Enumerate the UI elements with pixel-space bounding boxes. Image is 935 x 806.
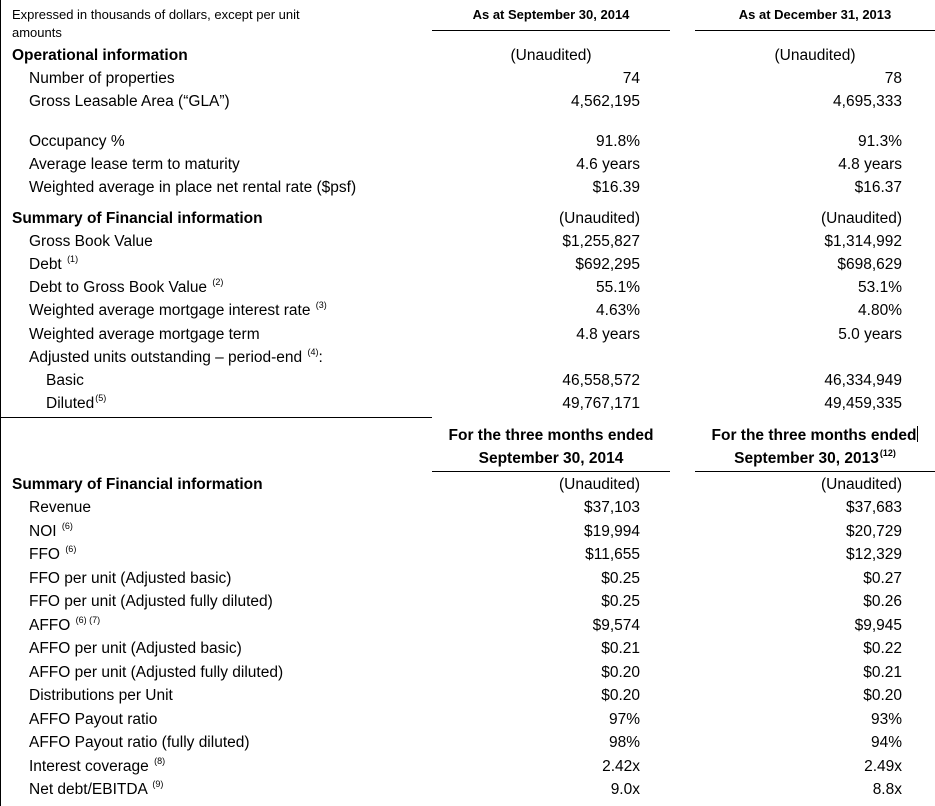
- row-value-col1: $16.39: [592, 179, 640, 196]
- row-label: AFFO per unit (Adjusted fully diluted): [29, 664, 284, 681]
- footnote-marker: (3): [315, 300, 327, 310]
- row-value-col2: $37,683: [845, 499, 902, 516]
- row-label: Net debt/EBITDA $^{(9)}$: [29, 779, 164, 798]
- units-outstanding-label: Adjusted units outstanding – period-end $^{(4)}$:: [29, 347, 323, 366]
- audit-label-col2: (Unaudited): [821, 476, 902, 493]
- row-label: Occupancy %: [29, 133, 125, 150]
- row-value-col2: 46,334,949: [824, 372, 902, 389]
- row-value-col2: 4.80%: [858, 302, 902, 319]
- row-value-col2: 94%: [870, 734, 902, 751]
- period-header-col2-line2: September 30, 2013$^{(12)}$: [734, 448, 896, 467]
- row-label: AFFO $^{(6) (7)}$: [29, 615, 101, 634]
- row-value-col1: 9.0x: [610, 781, 640, 798]
- row-value-col1: 49,767,171: [562, 395, 640, 412]
- section-title-financial-period: Summary of Financial information: [12, 476, 263, 493]
- section-divider: [0, 417, 432, 418]
- row-value-col2: $1,314,992: [824, 233, 902, 250]
- period-header-col1-line1: For the three months ended: [448, 427, 654, 444]
- row-value-col2: $12,329: [845, 546, 902, 563]
- row-value-col2: $16.37: [854, 179, 902, 196]
- row-value-col1: 97%: [608, 711, 640, 728]
- audit-label-col1: (Unaudited): [559, 210, 640, 227]
- row-value-col2: $698,629: [837, 256, 902, 273]
- row-value-col2: 4.8 years: [838, 156, 902, 173]
- row-label: Number of properties: [29, 70, 175, 87]
- row-value-col1: $11,655: [585, 546, 640, 563]
- row-value-col2: $9,945: [854, 617, 902, 634]
- row-value-col1: 4,562,195: [571, 93, 640, 110]
- row-label: Revenue: [29, 499, 92, 516]
- footnote-marker: (9): [152, 779, 164, 789]
- row-value-col1: $0.25: [601, 593, 640, 610]
- row-label: FFO per unit (Adjusted fully diluted): [29, 593, 273, 610]
- row-label: Basic: [46, 372, 84, 389]
- row-label: NOI $^{(6)}$: [29, 521, 73, 540]
- row-value-col1: 74: [622, 70, 640, 87]
- footnote-marker: (6): [65, 544, 77, 554]
- row-label: AFFO Payout ratio: [29, 711, 158, 728]
- footnote-marker: (4): [307, 347, 319, 357]
- footnote-marker: (6) (7): [75, 615, 101, 625]
- row-value-col2: $0.26: [863, 593, 902, 610]
- row-value-col1: 4.6 years: [576, 156, 640, 173]
- row-value-col2: $20,729: [845, 523, 902, 540]
- audit-label-col1: (Unaudited): [510, 47, 592, 64]
- row-value-col2: $0.22: [863, 640, 902, 657]
- row-value-col2: $0.20: [863, 687, 902, 704]
- row-value-col1: $692,295: [575, 256, 640, 273]
- row-label: Gross Book Value: [29, 233, 153, 250]
- row-value-col1: $9,574: [592, 617, 640, 634]
- column-header-dec-2013: As at December 31, 2013: [738, 7, 892, 22]
- row-value-col2: 49,459,335: [824, 395, 902, 412]
- row-value-col1: 2.42x: [602, 758, 640, 775]
- footnote-marker: (5): [95, 393, 107, 403]
- row-label: Debt $^{(1)}$: [29, 254, 79, 273]
- row-value-col2: 91.3%: [858, 133, 902, 150]
- row-value-col2: $0.27: [863, 570, 902, 587]
- row-value-col1: $0.25: [601, 570, 640, 587]
- row-label: Average lease term to maturity: [29, 156, 240, 173]
- footnote-marker: (12): [879, 448, 896, 458]
- row-value-col1: $37,103: [583, 499, 640, 516]
- audit-label-col2: (Unaudited): [774, 47, 856, 64]
- audit-label-col1: (Unaudited): [559, 476, 640, 493]
- period-header-col1-line2: September 30, 2014: [478, 450, 624, 467]
- row-value-col1: 98%: [608, 734, 640, 751]
- table-left-border: [0, 0, 1, 806]
- row-label: FFO $^{(6)}$: [29, 544, 77, 563]
- row-value-col2: $0.21: [863, 664, 902, 681]
- row-label: Diluted$^{(5)}$: [46, 393, 107, 412]
- footnote-marker: (6): [61, 521, 73, 531]
- row-value-col1: $0.20: [601, 664, 640, 681]
- header-underline-col1: [432, 30, 670, 31]
- row-value-col2: 2.49x: [864, 758, 902, 775]
- footnote-marker: (2): [212, 277, 224, 287]
- row-label: Gross Leasable Area (“GLA”): [29, 93, 230, 110]
- row-value-col1: 4.8 years: [576, 326, 640, 343]
- row-value-col1: $0.21: [601, 640, 640, 657]
- section-title-operational: Operational information: [12, 47, 188, 64]
- row-value-col1: 46,558,572: [562, 372, 640, 389]
- row-value-col2: 4,695,333: [833, 93, 902, 110]
- header-note-cont: amounts: [12, 25, 62, 40]
- row-label: AFFO per unit (Adjusted basic): [29, 640, 242, 657]
- footnote-marker: (8): [154, 756, 166, 766]
- header-note: Expressed in thousands of dollars, except per unit: [12, 7, 300, 22]
- row-value-col1: $1,255,827: [562, 233, 640, 250]
- row-value-col2: 93%: [870, 711, 902, 728]
- period-header-col2-line1: For the three months ended: [711, 427, 917, 444]
- row-label: AFFO Payout ratio (fully diluted): [29, 734, 250, 751]
- footnote-marker: (1): [67, 254, 79, 264]
- header-underline-col2: [695, 30, 935, 31]
- row-label: Debt to Gross Book Value $^{(2)}$: [29, 277, 224, 296]
- row-value-col1: 4.63%: [596, 302, 640, 319]
- audit-label-col2: (Unaudited): [821, 210, 902, 227]
- section-title-financial: Summary of Financial information: [12, 210, 263, 227]
- row-label: Distributions per Unit: [29, 687, 173, 704]
- row-label: Weighted average mortgage term: [29, 326, 260, 343]
- row-label: Weighted average in place net rental rate ($psf): [29, 179, 357, 196]
- row-value-col1: $0.20: [601, 687, 640, 704]
- column-header-sep-2014: As at September 30, 2014: [472, 7, 630, 22]
- row-label: Weighted average mortgage interest rate $^{(3)}$: [29, 300, 327, 319]
- row-value-col2: 78: [884, 70, 902, 87]
- row-label: Interest coverage $^{(8)}$: [29, 756, 166, 775]
- row-value-col1: $19,994: [583, 523, 640, 540]
- row-value-col1: 55.1%: [596, 279, 640, 296]
- period-underline-col2: [695, 471, 935, 472]
- row-value-col1: 91.8%: [596, 133, 640, 150]
- row-value-col2: 8.8x: [872, 781, 902, 798]
- text-cursor: [917, 426, 918, 442]
- row-value-col2: 5.0 years: [838, 326, 902, 343]
- row-label: FFO per unit (Adjusted basic): [29, 570, 232, 587]
- period-underline-col1: [432, 471, 670, 472]
- row-value-col2: 53.1%: [858, 279, 902, 296]
